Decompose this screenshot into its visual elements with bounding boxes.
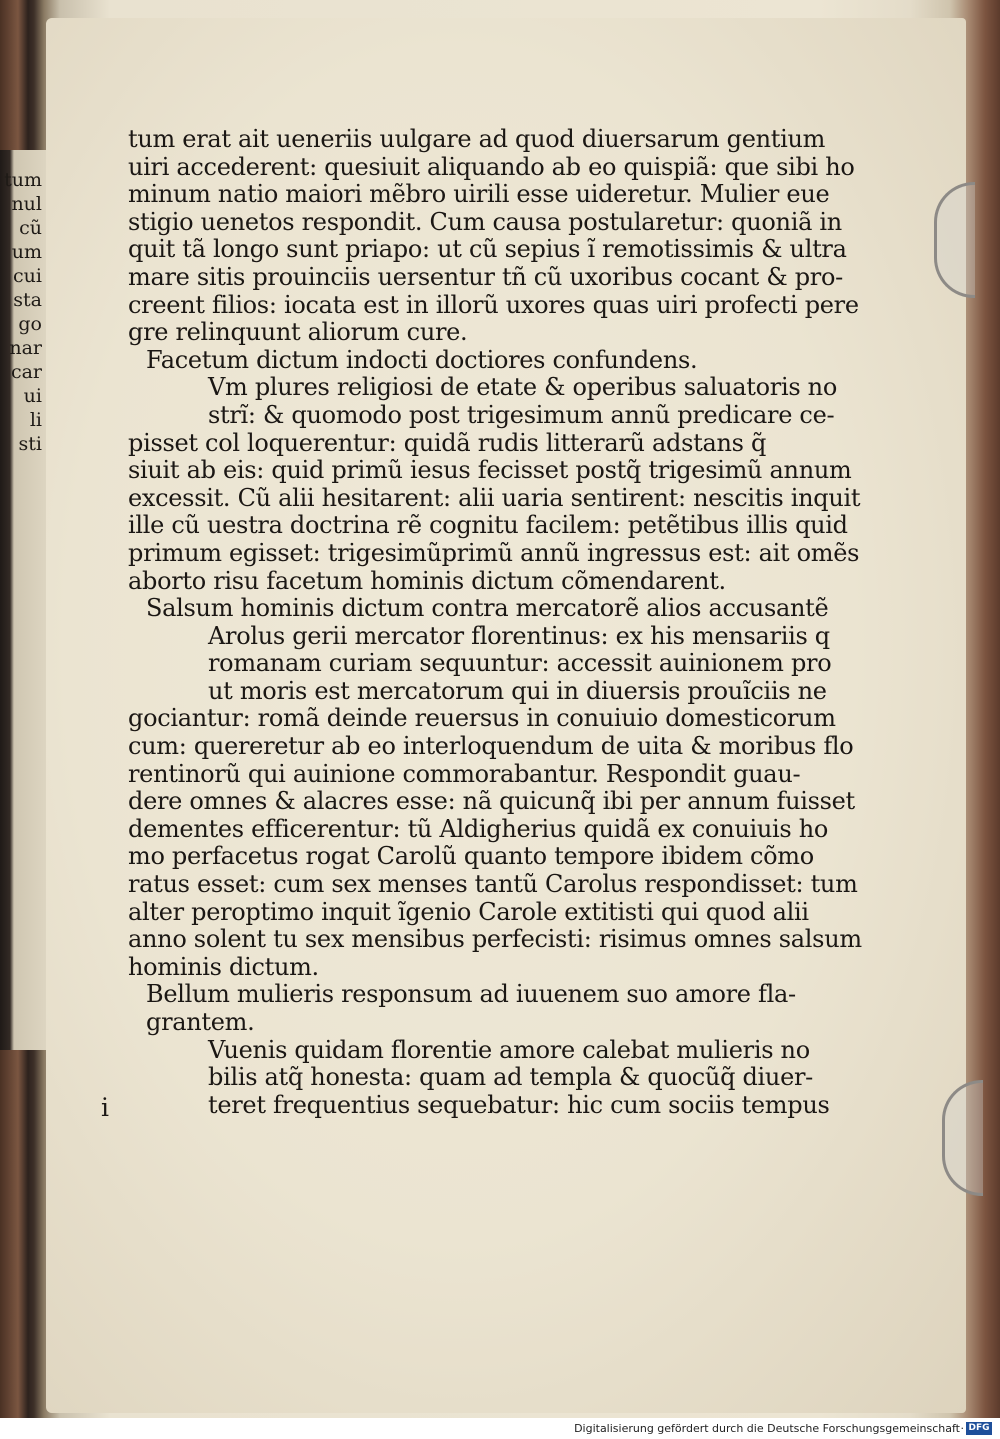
text-line: anno solent tu sex mensibus perfecisti: risimus omnes salsum xyxy=(128,925,862,954)
text-line: minum natio maiori mẽbro uirili esse uideretur. Mulier eue xyxy=(128,180,830,209)
margin-fragment: sta xyxy=(13,289,42,311)
margin-fragment: tum xyxy=(4,169,42,191)
text-line: Salsum hominis dictum contra mercatorẽ alios accusantẽ xyxy=(146,594,829,623)
text-line: Arolus gerii mercator florentinus: ex his mensariis q xyxy=(208,621,830,650)
margin-fragment: sti xyxy=(18,433,42,455)
text-line: hominis dictum. xyxy=(128,952,319,981)
text-line: bilis atq̃ honesta: quam ad templa & quocũq̃ diuer- xyxy=(208,1063,813,1092)
margin-fragment: cũ xyxy=(19,217,42,239)
text-line: creent filios: iocata est in illorũ uxores quas uiri profecti pere xyxy=(128,290,859,319)
text-line: excessit. Cũ alii hesitarent: alii uaria sentirent: nescitis inquit xyxy=(128,483,861,512)
text-line: ut moris est mercatorum qui in diuersis prouĩciis ne xyxy=(208,676,827,705)
text-line: uiri accederent: quesiuit aliquando ab eo quispiã: que sibi ho xyxy=(128,152,855,181)
margin-fragment: li xyxy=(29,409,42,431)
footer-separator: · xyxy=(960,1422,964,1435)
text-line: ratus esset: cum sex menses tantũ Carolus respondisset: tum xyxy=(128,870,858,899)
page-clip-top xyxy=(934,182,975,298)
text-line: quit tã longo sunt priapo: ut cũ sepius ĩ remotissimis & ultra xyxy=(128,235,847,264)
text-line: mare sitis prouinciis uersentur tñ cũ uxoribus cocant & pro- xyxy=(128,262,843,291)
margin-fragment: go xyxy=(18,313,42,335)
text-line: mo perfacetus rogat Carolũ quanto tempore ibidem cõmo xyxy=(128,842,814,871)
text-line: aborto risu facetum hominis dictum cõmendarent. xyxy=(128,566,726,595)
text-line: gre relinquunt aliorum cure. xyxy=(128,318,468,347)
adjacent-page-text xyxy=(2,168,42,456)
margin-fragment: ui xyxy=(23,385,42,407)
signature-mark: i xyxy=(101,1093,109,1122)
text-line: rentinorũ qui auinione commorabantur. Respondit guau- xyxy=(128,759,801,788)
dfg-logo-icon: DFG xyxy=(966,1422,992,1435)
page-clip-bottom xyxy=(942,1080,983,1196)
text-line: alter peroptimo inquit ĩgenio Carole extitisti qui quod alii xyxy=(128,897,809,926)
margin-fragment: nul xyxy=(11,193,42,215)
text-line: stigio uenetos respondit. Cum causa postularetur: quoniã in xyxy=(128,207,842,236)
margin-fragment: car xyxy=(10,361,42,383)
text-line: siuit ab eis: quid primũ iesus fecisset postq̃ trigesimũ annum xyxy=(128,456,852,485)
text-line: Bellum mulieris responsum ad iuuenem suo amore fla- xyxy=(146,980,796,1009)
text-line: Vuenis quidam florentie amore calebat mulieris no xyxy=(208,1035,810,1064)
text-line: pisset col loquerentur: quidã rudis litterarũ adstans q̃ xyxy=(128,428,767,457)
text-line: Vm plures religiosi de etate & operibus saluatoris no xyxy=(208,373,837,402)
text-line: dementes efficerentur: tũ Aldigherius quidã ex conuiuis ho xyxy=(128,814,829,843)
text-line: cum: quereretur ab eo interloquendum de uita & moribus flo xyxy=(128,732,854,761)
footer-credit: Digitalisierung gefördert durch die Deutsche Forschungsgemeinschaft xyxy=(574,1422,960,1435)
text-line: gociantur: romã deinde reuersus in conuiuio domesticorum xyxy=(128,704,836,733)
main-text xyxy=(128,125,862,1119)
margin-fragment: um xyxy=(11,241,42,263)
margin-fragment: nar xyxy=(9,337,42,359)
text-line: strĩ: & quomodo post trigesimum annũ predicare ce- xyxy=(208,400,835,429)
margin-fragment: cui xyxy=(13,265,42,287)
text-line: teret frequentius sequebatur: hic cum sociis tempus xyxy=(208,1090,830,1119)
text-line: Facetum dictum indocti doctiores confundens. xyxy=(146,345,698,374)
text-line: tum erat ait ueneriis uulgare ad quod diuersarum gentium xyxy=(128,125,826,153)
text-line: romanam curiam sequuntur: accessit auinionem pro xyxy=(208,649,832,678)
text-line: ille cũ uestra doctrina rẽ cognitu facilem: petẽtibus illis quid xyxy=(128,511,848,540)
text-line: grantem. xyxy=(146,1008,255,1036)
text-line: primum egisset: trigesimũprimũ annũ ingressus est: ait omẽs xyxy=(128,538,860,567)
text-line: dere omnes & alacres esse: nã quicunq̃ ibi per annum fuisset xyxy=(128,787,855,816)
